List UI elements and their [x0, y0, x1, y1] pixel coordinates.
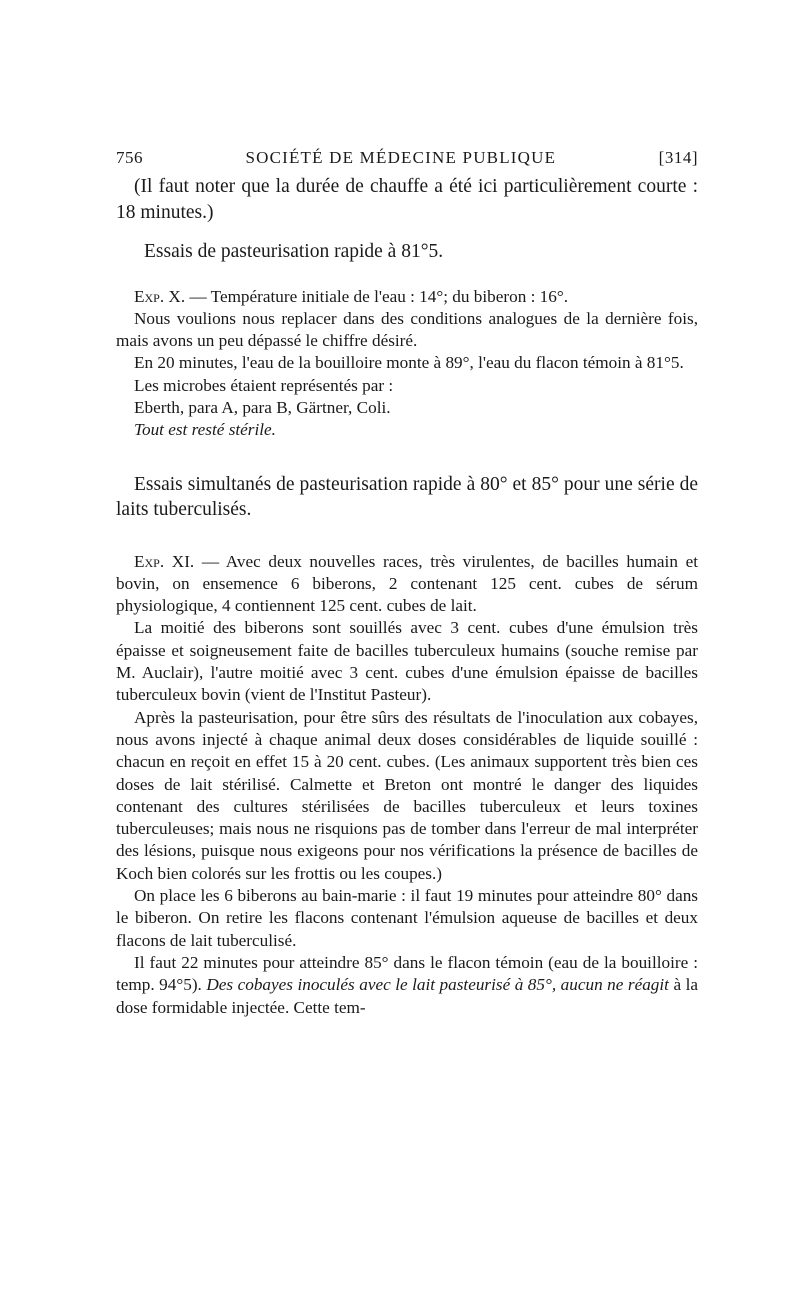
exp-xi-paragraph-3: Après la pasteurisation, pour être sûrs des résultats de l'inoculation aux cobayes, nous avons injecté à chaque animal deux doses considérables de liquide souillé : chacun en reçoit en effet 15 à 20 cent. cubes. (Les animaux supportent très bien ces doses de lait stérilisé. Calmette et Breton ont montré le danger des liquides contenant des cultures stérilisées de bacilles tuberculeux et leurs toxines tuberculeuses; mais nous ne risquions pas de tomber dans l'erreur de mal interpréter des lésions, puisque nous exigeons pour nos vérifications la présence de bacilles de Koch bien colorés sur les frottis ou les coupes.) [116, 707, 698, 883]
section-heading-rapid-81: Essais de pasteurisation rapide à 81°5. [144, 241, 444, 262]
exp-x-temperature-line: Température initiale de l'eau : 14°; du biberon : 16°. [210, 286, 569, 306]
exp-x-paragraph-2: Nous voulions nous replacer dans des conditions analogues de la dernière fois, mais avons un peu dépassé le chiffre désiré. [116, 308, 698, 351]
exp-x-microbes-list: Eberth, para A, para B, Gärtner, Coli. [134, 397, 391, 417]
exp-x-label: Exp. X. [134, 286, 186, 306]
document-page [116, 148, 698, 1019]
running-header [116, 148, 698, 174]
exp-x-result-italic: Tout est resté stérile. [134, 420, 276, 440]
running-title: SOCIÉTÉ DE MÉDECINE PUBLIQUE [245, 148, 557, 167]
exp-xi-label: Exp. XI. [134, 551, 195, 571]
exp-x-dash: — [185, 286, 211, 306]
exp-xi-p5-italic: Des cobayes inoculés avec le lait pasteurisé à 85°, aucun ne réagit [206, 975, 669, 995]
exp-xi-paragraph-4: On place les 6 biberons au bain-marie : il faut 19 minutes pour atteindre 80° dans le biberon. On retire les flacons contenant l'émulsion aqueuse de bacilles et deux flacons de lait tuberculisé. [116, 886, 698, 950]
exp-xi-p5-start: Il faut 22 minutes pour atteindre 85° dans le flacon témoin (eau de la bouilloire : temp. 94°5). [116, 952, 698, 995]
exp-xi-dash: — [194, 551, 226, 571]
exp-x-paragraph-4: Les microbes étaient représentés par : [134, 375, 394, 395]
exp-xi-paragraph-1 [116, 551, 698, 618]
exp-x-paragraph-3: En 20 minutes, l'eau de la bouilloire monte à 89°, l'eau du flacon témoin à 81°5. [134, 353, 684, 373]
experiment-xi [116, 551, 698, 1019]
exp-xi-p5-end: à la dose formidable injectée. Cette tem- [116, 975, 698, 1017]
page-number: 756 [116, 148, 143, 167]
exp-xi-paragraph-2: La moitié des biberons sont souillés avec 3 cent. cubes d'une émulsion très épaisse et soigneusement faite de bacilles tuberculeux humains (souche remise par M. Auclair), l'autre moitié avec 3 cent. cubes d'une émulsion épaisse de bacilles tuberculeux bovin (vient de l'Institut Pasteur). [116, 618, 698, 705]
bracket-page-number: [314] [658, 148, 698, 167]
experiment-x [116, 286, 698, 442]
intro-note: (Il faut noter que la durée de chauffe a été ici particulièrement courte : 18 minutes.) [116, 176, 698, 223]
exp-x-intro [116, 286, 698, 308]
exp-xi-paragraph-5 [116, 952, 698, 1019]
exp-xi-paragraph-1-text: Avec deux nouvelles races, très virulentes, de bacilles humain et bovin, on ensemence 6 biberons, 2 contenant 125 cent. cubes de sérum physiologique, 4 contiennent 125 cent. cubes de lait. [116, 551, 698, 616]
section-heading-rapid-80-85: Essais simultanés de pasteurisation rapide à 80° et 85° pour une série de laits tuberculisés. [116, 473, 698, 521]
exp-x-result [116, 419, 698, 441]
